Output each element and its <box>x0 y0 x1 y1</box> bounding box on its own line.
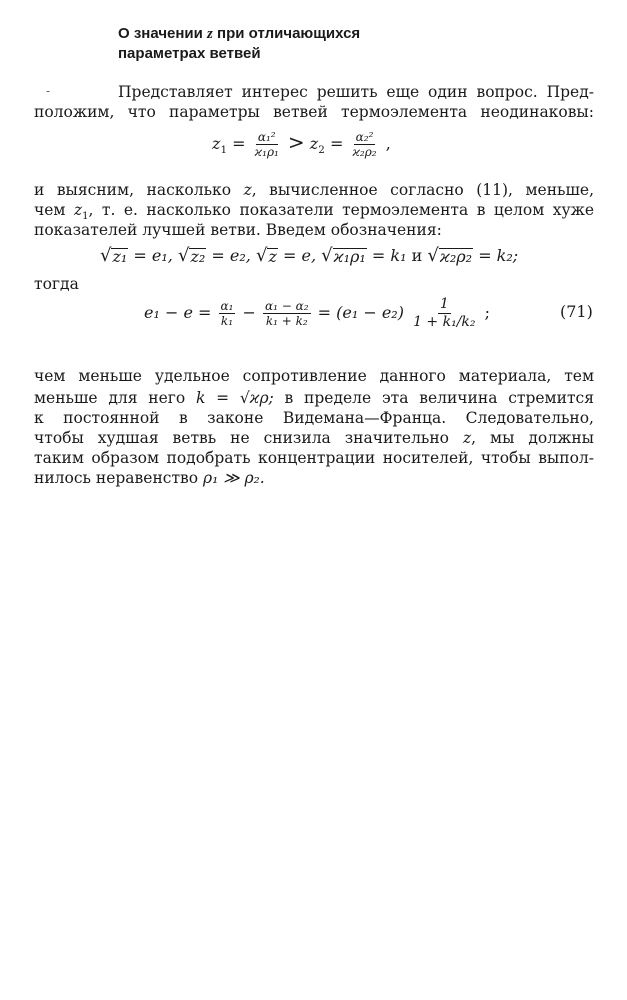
heading-line-2: параметрах ветвей <box>118 45 261 62</box>
para3-line3: к постоянной в законе Видемана—Франца. Следовательно, <box>34 409 594 427</box>
para3-line4: чтобы худшая ветвь не снизила значительно z, мы должны <box>34 429 594 447</box>
margin-mark: - <box>46 84 51 98</box>
para3-line6: нилось неравенство ρ₁ ≫ ρ₂. <box>34 469 265 487</box>
fraction-z2: $\frac{\text{α₂²}}{\text{ϰ₂ρ₂}}$ <box>352 130 377 159</box>
fraction-z1: $\frac{\text{α₁²}}{\text{ϰ₁ρ₁}}$ <box>254 130 279 159</box>
para3-line5: таким образом подобрать концентрации носителей, чтобы выпол- <box>34 449 594 467</box>
para2-line2: чем $z_1$, т. е. насколько показатели термоэлемента в целом хуже <box>34 201 594 223</box>
section-heading <box>118 24 478 63</box>
para1-line1: Представляет интерес решить еще один вопрос. Пред- <box>118 83 594 101</box>
para3-line1: чем меньше удельное сопротивление данного материала, тем <box>34 367 594 385</box>
equation-71: e₁ − e = $\frac{\text{α₁}}{\text{k₁}}$ − $\frac{\text{α₁ − α₂}}{\text{k₁ + k₂}}$ = (e₁ − e₂) $\frac{1}{\text{1 + k₁/k₂}}$ ; <box>144 296 490 330</box>
equation-z-comparison: $z_1$ = $\frac{\text{α₁²}}{\text{ϰ₁ρ₁}}$ > $z_2$ = $\frac{\text{α₂²}}{\text{ϰ₂ρ₂}}$ , <box>212 130 391 159</box>
para3-line2: меньше для него k = √ϰρ; в пределе эта величина стремится <box>34 389 594 407</box>
para1-line2: положим, что параметры ветвей термоэлемента неодинаковы: <box>34 103 594 121</box>
word-togda: тогда <box>34 275 79 293</box>
equation-number: (71) <box>560 302 593 321</box>
equation-definitions: √ z₁ = e₁, √ z₂ = e₂, √ z = e, √ ϰ₁ρ₁ = k₁ и √ ϰ₂ρ₂ = k₂; <box>100 245 519 266</box>
para2-line1: и выясним, насколько z, вычисленное согласно (11), меньше, <box>34 181 594 199</box>
para2-line3: показателей лучшей ветви. Введем обозначения: <box>34 221 442 239</box>
heading-line-1: О значении z при отличающихся <box>118 25 361 42</box>
